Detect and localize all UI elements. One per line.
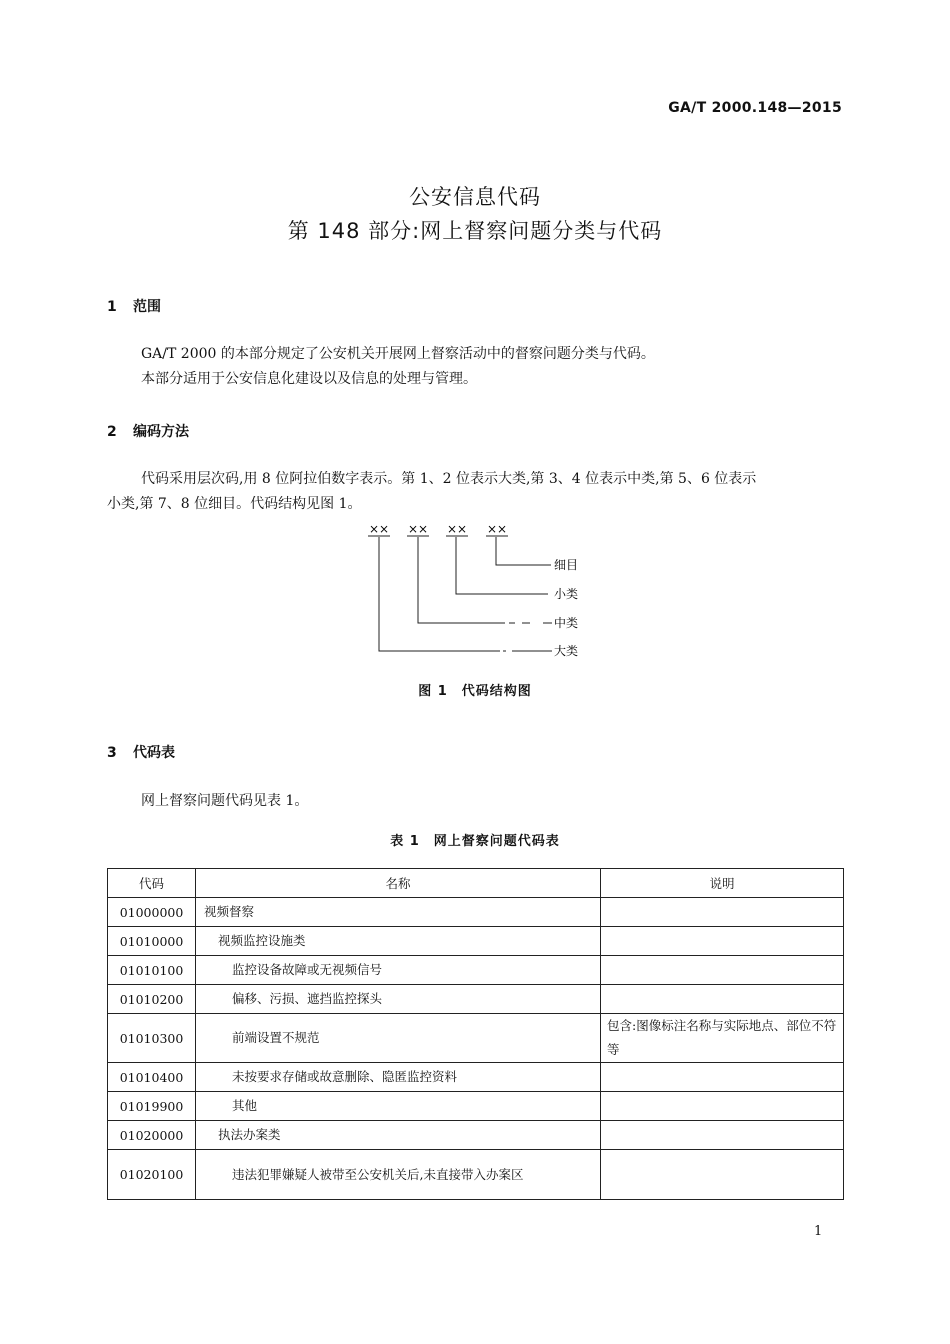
row-description bbox=[601, 927, 844, 956]
section-3-heading bbox=[107, 742, 175, 762]
row-description bbox=[601, 956, 844, 985]
table-row bbox=[108, 1092, 844, 1121]
row-name: 前端设置不规范 bbox=[232, 1030, 320, 1045]
row-description: 包含:图像标注名称与实际地点、部位不符等 bbox=[601, 1014, 844, 1063]
section-2-para-line-1: 代码采用层次码,用 8 位阿拉伯数字表示。第 1、2 位表示大类,第 3、4 位表示中类,第 5、6 位表示 bbox=[141, 471, 757, 487]
row-description bbox=[601, 1092, 844, 1121]
section-3-number: 3 bbox=[107, 745, 117, 761]
middle-connector bbox=[418, 537, 505, 623]
code-group-3: ×× bbox=[446, 522, 468, 536]
code-group-1: ×× bbox=[368, 522, 390, 536]
header-description: 说明 bbox=[601, 869, 844, 898]
table-1-caption: 表 1 网上督察问题代码表 bbox=[390, 834, 560, 849]
row-name: 违法犯罪嫌疑人被带至公安机关后,未直接带入办案区 bbox=[196, 1150, 601, 1200]
document-subtitle: 第 148 部分:网上督察问题分类与代码 bbox=[287, 219, 663, 243]
table-row bbox=[108, 927, 844, 956]
row-name: 视频监控设施类 bbox=[218, 933, 306, 948]
row-description bbox=[601, 1150, 844, 1200]
section-1-heading bbox=[107, 296, 161, 316]
row-name: 监控设备故障或无视频信号 bbox=[232, 962, 383, 977]
section-2-heading bbox=[107, 421, 189, 441]
row-description bbox=[601, 1121, 844, 1150]
section-1-para-2: 本部分适用于公安信息化建设以及信息的处理与管理。 bbox=[141, 371, 477, 387]
page-number: 1 bbox=[814, 1224, 823, 1239]
code-group-4: ×× bbox=[486, 522, 508, 536]
table-row bbox=[108, 1014, 844, 1063]
table-row bbox=[108, 1121, 844, 1150]
row-name: 未按要求存储或故意删除、隐匿监控资料 bbox=[232, 1069, 458, 1084]
document-title: 公安信息代码 bbox=[409, 185, 541, 209]
header-name: 名称 bbox=[196, 869, 601, 898]
row-code: 01010000 bbox=[108, 927, 196, 956]
row-code: 01000000 bbox=[108, 898, 196, 927]
row-code: 01019900 bbox=[108, 1092, 196, 1121]
table-header-row bbox=[108, 869, 844, 898]
row-name: 执法办案类 bbox=[218, 1127, 281, 1142]
code-table bbox=[107, 868, 844, 1200]
standard-number: GA/T 2000.148—2015 bbox=[668, 100, 842, 116]
section-3-title: 代码表 bbox=[133, 745, 175, 761]
section-2-title: 编码方法 bbox=[133, 424, 189, 440]
row-code: 01010400 bbox=[108, 1063, 196, 1092]
section-1-number: 1 bbox=[107, 299, 117, 315]
figure-1-caption: 图 1 代码结构图 bbox=[418, 684, 532, 699]
row-description bbox=[601, 1063, 844, 1092]
row-code: 01020000 bbox=[108, 1121, 196, 1150]
header-code: 代码 bbox=[108, 869, 196, 898]
row-name: 其他 bbox=[232, 1098, 258, 1113]
label-middle-category: 中类 bbox=[554, 616, 579, 630]
section-2-number: 2 bbox=[107, 424, 117, 440]
row-description bbox=[601, 898, 844, 927]
row-name: 偏移、污损、遮挡监控探头 bbox=[232, 991, 383, 1006]
label-detail: 细目 bbox=[554, 558, 579, 572]
row-code: 01010300 bbox=[108, 1014, 196, 1063]
table-row bbox=[108, 985, 844, 1014]
code-structure-diagram bbox=[0, 515, 950, 675]
row-code: 01020100 bbox=[108, 1150, 196, 1200]
code-group-2: ×× bbox=[407, 522, 429, 536]
table-row bbox=[108, 956, 844, 985]
detail-connector bbox=[496, 537, 551, 565]
row-description bbox=[601, 985, 844, 1014]
label-major-category: 大类 bbox=[554, 644, 579, 658]
row-code: 01010200 bbox=[108, 985, 196, 1014]
section-3-para-1: 网上督察问题代码见表 1。 bbox=[141, 793, 309, 809]
section-1-para-1: GA/T 2000 的本部分规定了公安机关开展网上督察活动中的督察问题分类与代码。 bbox=[141, 346, 655, 362]
table-row bbox=[108, 1150, 844, 1200]
table-row bbox=[108, 1063, 844, 1092]
row-name: 视频督察 bbox=[204, 904, 255, 919]
row-code: 01010100 bbox=[108, 956, 196, 985]
section-2-para-line-2: 小类,第 7、8 位细目。代码结构见图 1。 bbox=[107, 496, 362, 512]
section-1-title: 范围 bbox=[133, 299, 161, 315]
label-small-category: 小类 bbox=[554, 587, 579, 601]
table-row bbox=[108, 898, 844, 927]
